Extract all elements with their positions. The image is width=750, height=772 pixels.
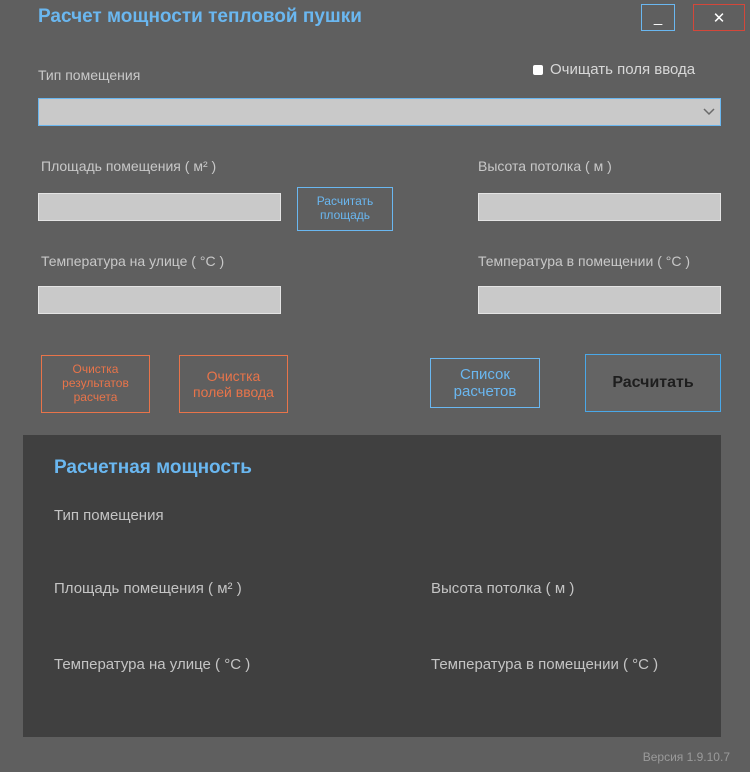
results-title: Расчетная мощность xyxy=(54,457,252,478)
close-button[interactable] xyxy=(693,4,745,31)
ceiling-input[interactable] xyxy=(478,193,721,221)
version-label: Версия 1.9.10.7 xyxy=(642,750,730,764)
area-input[interactable] xyxy=(38,193,281,221)
outdoor-temp-input[interactable] xyxy=(38,286,281,314)
window-title: Расчет мощности тепловой пушки xyxy=(38,6,362,27)
indoor-temp-label: Температура в помещении ( °С ) xyxy=(478,253,691,269)
calc-area-button[interactable]: Расчитать площадь xyxy=(297,187,393,231)
result-room-type-label: Тип помещения xyxy=(54,507,164,524)
indoor-temp-input[interactable] xyxy=(478,286,721,314)
minimize-icon: _ xyxy=(653,9,663,26)
calc-list-button[interactable]: Список расчетов xyxy=(430,358,540,408)
ceiling-label: Высота потолка ( м ) xyxy=(478,158,612,174)
close-icon: ✕ xyxy=(712,9,726,27)
result-indoor-temp-label: Температура в помещении ( °С ) xyxy=(431,656,659,673)
result-area-label: Площадь помещения ( м² ) xyxy=(54,580,242,597)
minimize-button[interactable] xyxy=(641,4,675,31)
clear-inputs-checkbox[interactable] xyxy=(533,61,695,78)
clear-inputs-checkbox-label: Очищать поля ввода xyxy=(550,61,696,78)
result-outdoor-temp-label: Температура на улице ( °С ) xyxy=(54,656,251,673)
room-type-select[interactable] xyxy=(38,98,721,126)
clear-results-button[interactable]: Очистка результатов расчета xyxy=(41,355,150,413)
chevron-down-icon[interactable] xyxy=(702,105,716,119)
calculate-button[interactable]: Расчитать xyxy=(585,354,721,412)
area-label: Площадь помещения ( м² ) xyxy=(41,158,217,174)
checkbox-box[interactable] xyxy=(533,65,543,75)
outdoor-temp-label: Температура на улице ( °С ) xyxy=(41,253,225,269)
clear-inputs-button[interactable]: Очистка полей ввода xyxy=(179,355,288,413)
room-type-label: Тип помещения xyxy=(38,67,141,83)
result-ceiling-label: Высота потолка ( м ) xyxy=(431,580,575,597)
